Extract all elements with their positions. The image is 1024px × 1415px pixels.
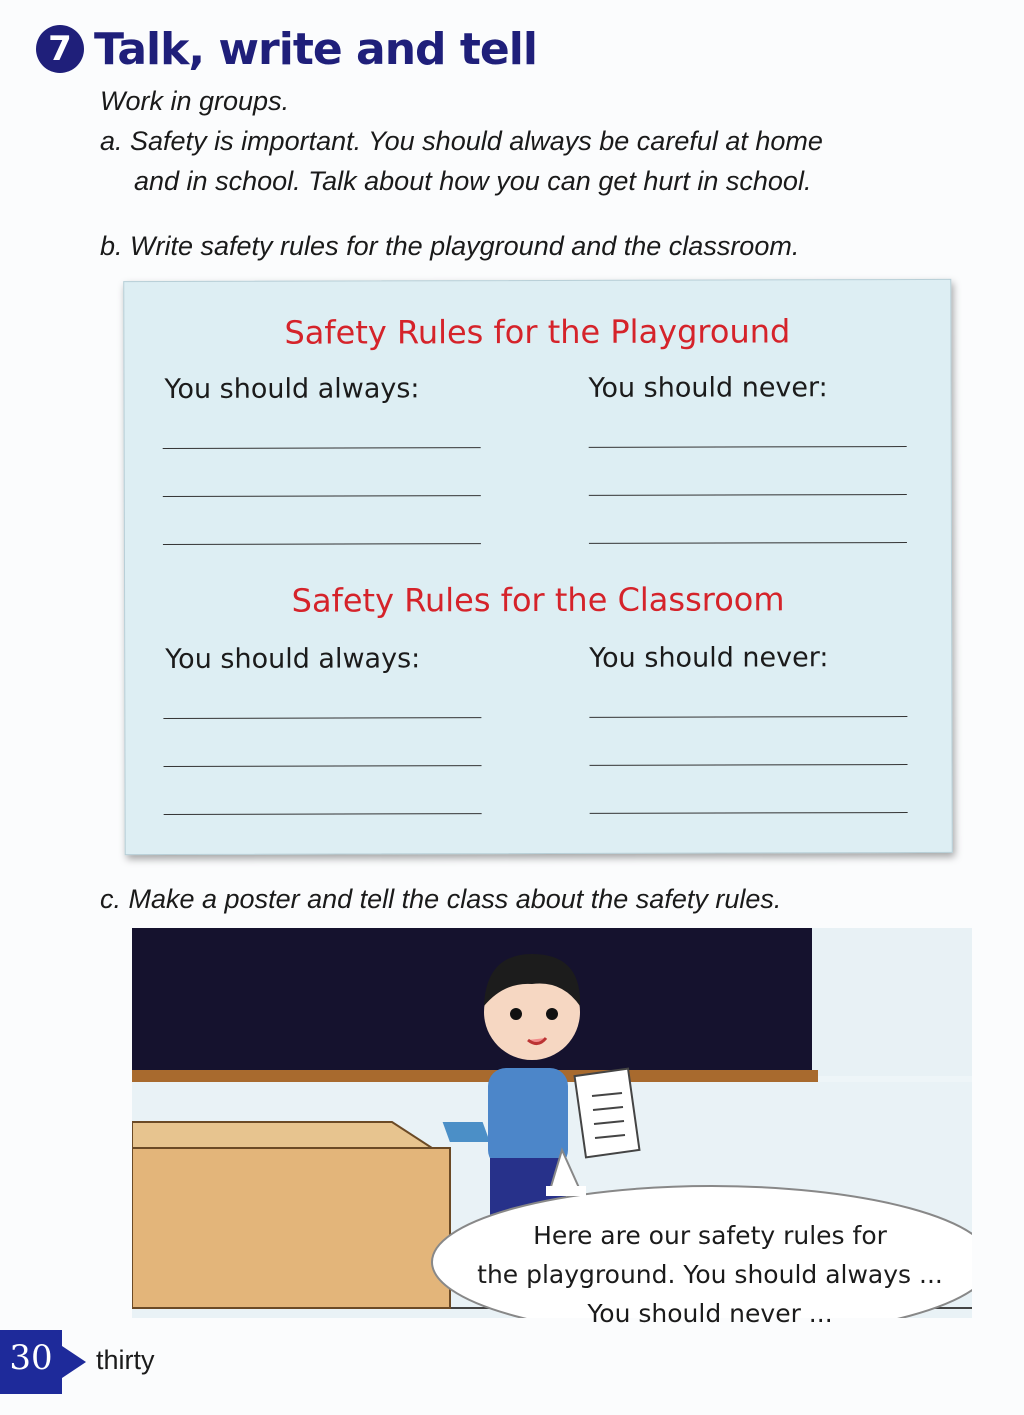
- playground-always-line-2[interactable]: [163, 495, 481, 497]
- speech-line-1: Here are our safety rules for: [533, 1221, 887, 1250]
- playground-always-label: You should always:: [164, 373, 420, 405]
- playground-always-line-3[interactable]: [163, 543, 481, 545]
- rules-paper: [575, 1069, 640, 1158]
- instruction-c: c. Make a poster and tell the class about the safety rules.: [100, 884, 782, 914]
- desk-top: [132, 1122, 432, 1148]
- playground-never-label: You should never:: [588, 372, 828, 404]
- page-number-word: thirty: [96, 1345, 155, 1375]
- classroom-heading: Safety Rules for the Classroom: [291, 580, 785, 620]
- page-tab-arrow-icon: [62, 1346, 86, 1378]
- classroom-always-line-2[interactable]: [164, 765, 482, 767]
- speech-line-3: You should never ...: [587, 1299, 833, 1328]
- playground-never-line-2[interactable]: [589, 494, 907, 496]
- blackboard: [132, 928, 812, 1076]
- section-number-badge: 7: [36, 25, 84, 73]
- classroom-never-line-1[interactable]: [589, 716, 907, 718]
- boy-shirt: [488, 1068, 568, 1168]
- playground-heading: Safety Rules for the Playground: [284, 312, 791, 352]
- classroom-never-line-3[interactable]: [590, 812, 908, 814]
- section-title: Talk, write and tell: [94, 23, 537, 75]
- desk-front: [132, 1148, 450, 1308]
- section-header: [36, 24, 537, 74]
- classroom-always-line-3[interactable]: [164, 813, 482, 815]
- speech-line-2: the playground. You should always ...: [477, 1260, 943, 1289]
- instruction-a-line2: and in school. Talk about how you can get hurt in school.: [134, 166, 812, 196]
- playground-never-line-1[interactable]: [589, 446, 907, 448]
- instruction-intro: Work in groups.: [100, 86, 290, 116]
- instruction-b: b. Write safety rules for the playground and the classroom.: [100, 231, 800, 261]
- desk-book: [443, 1122, 490, 1142]
- instruction-a-line1: a. Safety is important. You should always be careful at home: [100, 126, 823, 156]
- classroom-never-line-2[interactable]: [590, 764, 908, 766]
- chalk-ledge: [132, 1070, 818, 1082]
- classroom-never-label: You should never:: [589, 642, 829, 674]
- classroom-always-line-1[interactable]: [163, 717, 481, 719]
- page-number: 30: [9, 1338, 53, 1378]
- playground-never-line-3[interactable]: [589, 542, 907, 544]
- classroom-always-label: You should always:: [165, 643, 421, 675]
- safety-rules-card: [123, 279, 952, 855]
- speech-bubble-text: [432, 1216, 988, 1333]
- playground-always-line-1[interactable]: [163, 447, 481, 449]
